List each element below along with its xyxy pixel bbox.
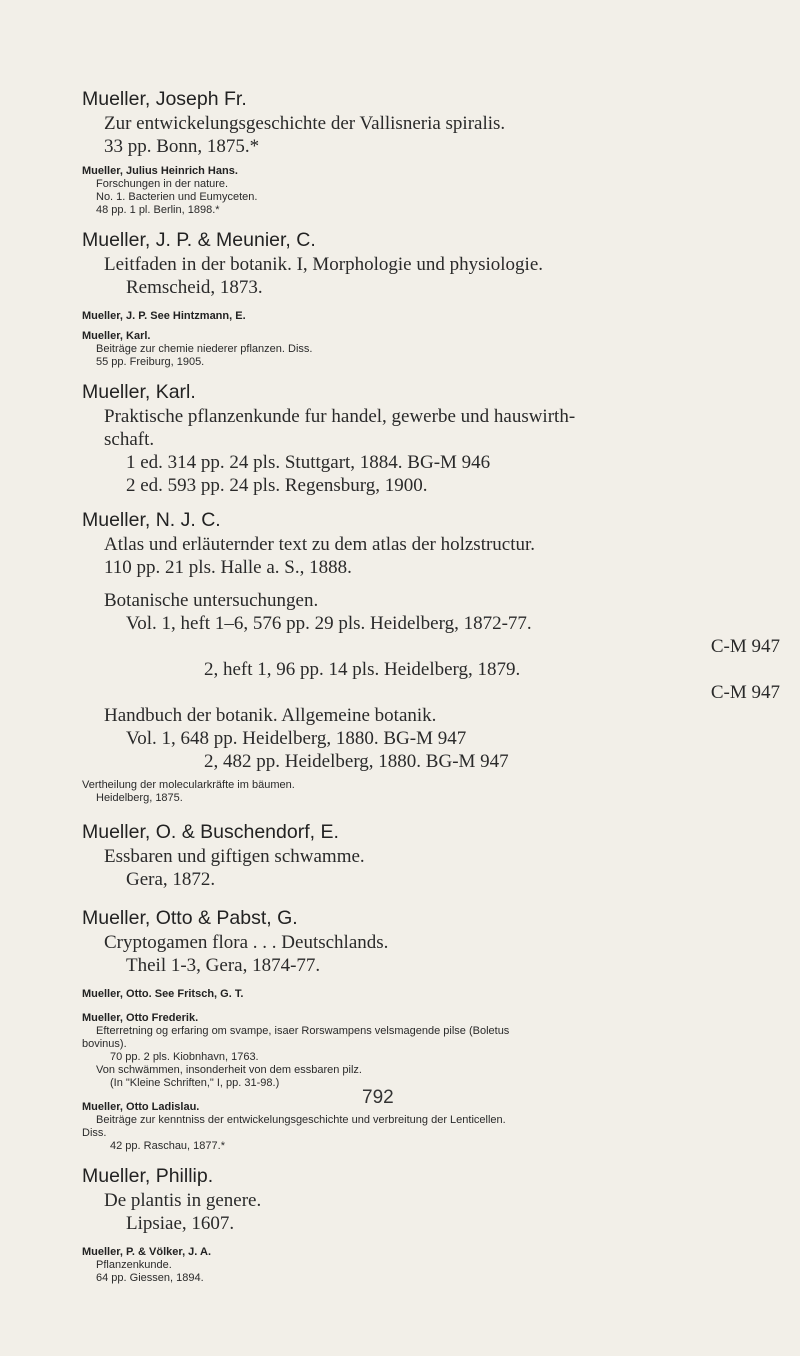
entry-imprint: 64 pp. Giessen, 1894. bbox=[96, 1272, 204, 1284]
entry-author: Mueller, P. & Völker, J. A. bbox=[82, 1246, 212, 1258]
entry-author: Mueller, J. P. & Meunier, C. bbox=[82, 229, 316, 251]
entry-mueller-joseph bbox=[82, 86, 782, 158]
entry-mueller-otto-frederik bbox=[82, 1011, 782, 1090]
entry-imprint: Heidelberg, 1875. bbox=[96, 792, 183, 804]
entry-title: Cryptogamen flora . . . Deutschlands. bbox=[104, 932, 389, 953]
entry-author: Mueller, Phillip. bbox=[82, 1165, 214, 1187]
entry-author: Mueller, Karl. bbox=[82, 381, 196, 403]
entry-title: Handbuch der botanik. Allgemeine botanik. bbox=[104, 705, 437, 726]
entry-shelfmark: C-M 947 bbox=[710, 636, 780, 657]
entry-title: Praktische pflanzenkunde fur handel, gewerbe und hauswirth- bbox=[104, 406, 576, 427]
entry-edition: 2 ed. 593 pp. 24 pls. Regensburg, 1900. bbox=[126, 475, 428, 496]
entry-note: (In "Kleine Schriften," I, pp. 31-98.) bbox=[110, 1077, 280, 1089]
entry-author: Mueller, Joseph Fr. bbox=[82, 88, 247, 110]
entry-title: Zur entwickelungsgeschichte der Vallisneria spiralis. bbox=[104, 113, 506, 134]
entry-mueller-volker bbox=[82, 1245, 782, 1285]
entry-author: Mueller, O. & Buschendorf, E. bbox=[82, 821, 339, 843]
entry-author: Mueller, Otto Frederik. bbox=[82, 1012, 199, 1024]
entry-volume: 2, heft 1, 96 pp. 14 pls. Heidelberg, 1879. bbox=[204, 659, 521, 680]
entry-author: Mueller, Otto. See Fritsch, G. T. bbox=[82, 988, 244, 1000]
entry-mueller-jp-see bbox=[82, 309, 782, 323]
entry-title: Von schwämmen, insonderheit von dem essbaren pilz. bbox=[96, 1064, 362, 1076]
entry-volume: Vol. 1, heft 1–6, 576 pp. 29 pls. Heidelberg, 1872-77. bbox=[126, 613, 532, 634]
entry-imprint: 48 pp. 1 pl. Berlin, 1898.* bbox=[96, 204, 220, 216]
entry-title: De plantis in genere. bbox=[104, 1190, 262, 1211]
entry-author: Mueller, Otto Ladislau. bbox=[82, 1101, 200, 1113]
entry-title: Forschungen in der nature. bbox=[96, 178, 229, 190]
entry-author: Mueller, N. J. C. bbox=[82, 509, 221, 531]
entry-mueller-otto-ladislau bbox=[82, 1100, 782, 1153]
entry-handbuch bbox=[82, 704, 782, 773]
entry-imprint: Lipsiae, 1607. bbox=[126, 1213, 235, 1234]
entry-imprint: 55 pp. Freiburg, 1905. bbox=[96, 356, 205, 368]
entry-mueller-phillip bbox=[82, 1163, 782, 1235]
entry-mueller-buschendorf bbox=[82, 819, 782, 891]
entry-title: Leitfaden in der botanik. I, Morphologie und physiologie. bbox=[104, 254, 544, 275]
entry-mueller-julius bbox=[82, 164, 782, 217]
page-number: 792 bbox=[362, 1087, 394, 1108]
entry-mueller-otto-see bbox=[82, 987, 782, 1001]
entry-title: Atlas und erläuternder text zu dem atlas der holzstructur. bbox=[104, 534, 536, 555]
entry-mueller-meunier bbox=[82, 227, 782, 299]
entry-imprint: 70 pp. 2 pls. Kiobnhavn, 1763. bbox=[110, 1051, 259, 1063]
entry-author: Mueller, Karl. bbox=[82, 330, 151, 342]
entry-imprint: 42 pp. Raschau, 1877.* bbox=[110, 1140, 225, 1152]
entry-author: Mueller, J. P. See Hintzmann, E. bbox=[82, 310, 246, 322]
entry-volume: Vol. 1, 648 pp. Heidelberg, 1880. BG-M 947 bbox=[126, 728, 467, 749]
entry-author: Mueller, Otto & Pabst, G. bbox=[82, 907, 298, 929]
entry-title-cont: Diss. bbox=[82, 1127, 107, 1139]
entry-title: Botanische untersuchungen. bbox=[104, 590, 319, 611]
entry-volume: 2, 482 pp. Heidelberg, 1880. BG-M 947 bbox=[204, 751, 509, 772]
entry-title: Efterretning og erfaring om svampe, isaer Rorswampens velsmagende pilse (Boletus bbox=[96, 1025, 510, 1037]
entry-mueller-njc bbox=[82, 507, 782, 579]
entry-subtitle: No. 1. Bacterien und Eumyceten. bbox=[96, 191, 258, 203]
entry-edition: 1 ed. 314 pp. 24 pls. Stuttgart, 1884. BG-M 946 bbox=[126, 452, 491, 473]
entry-title: Beiträge zur kenntniss der entwickelungsgeschichte und verbreitung der Lenticellen. bbox=[96, 1114, 506, 1126]
entry-shelfmark: C-M 947 bbox=[710, 682, 780, 703]
entry-botanische-untersuchungen bbox=[82, 589, 782, 704]
entry-imprint: Theil 1-3, Gera, 1874-77. bbox=[126, 955, 321, 976]
entry-mueller-karl bbox=[82, 379, 782, 497]
entry-title: Vertheilung der molecularkräfte im bäumen. bbox=[82, 779, 295, 791]
entry-vertheilung bbox=[82, 779, 782, 805]
entry-title-cont: schaft. bbox=[104, 429, 155, 450]
entry-title: Pflanzenkunde. bbox=[96, 1259, 172, 1271]
entry-title: Essbaren und giftigen schwamme. bbox=[104, 846, 365, 867]
entry-imprint: Remscheid, 1873. bbox=[126, 277, 263, 298]
entry-mueller-karl-small bbox=[82, 329, 782, 369]
entry-author: Mueller, Julius Heinrich Hans. bbox=[82, 165, 238, 177]
entry-title: Beiträge zur chemie niederer pflanzen. Diss. bbox=[96, 343, 313, 355]
entry-title-cont: bovinus). bbox=[82, 1038, 127, 1050]
entry-mueller-pabst bbox=[82, 905, 782, 977]
entry-imprint: 33 pp. Bonn, 1875.* bbox=[104, 136, 260, 157]
entry-imprint: 110 pp. 21 pls. Halle a. S., 1888. bbox=[104, 557, 352, 578]
catalog-page bbox=[82, 86, 782, 1285]
entry-imprint: Gera, 1872. bbox=[126, 869, 216, 890]
